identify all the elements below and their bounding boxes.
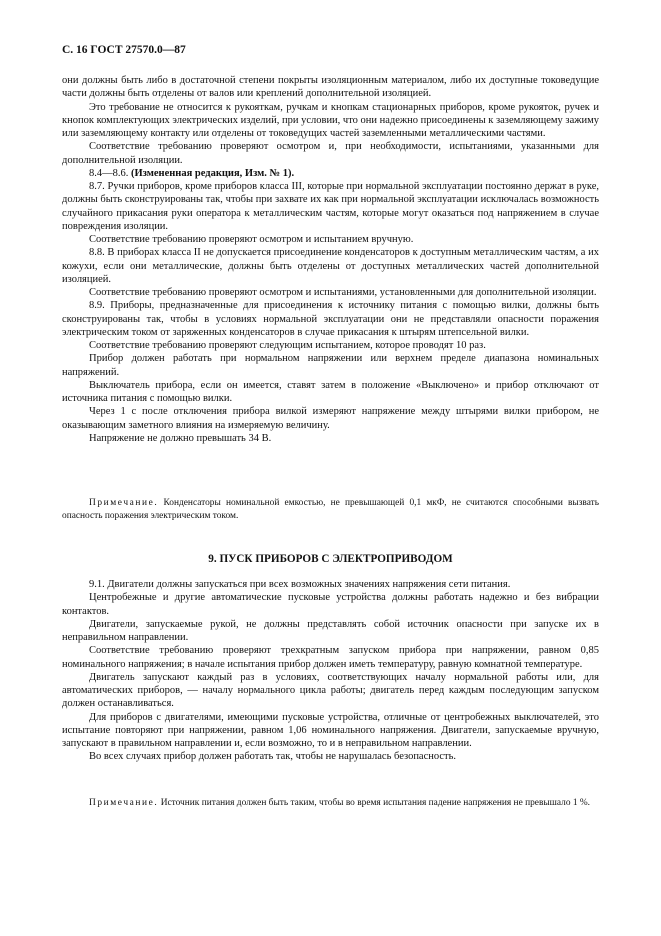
note-text: Источник питания должен быть таким, чтобы во время испытания падение напряжения не превышало 1 %. — [160, 798, 591, 808]
paragraph: Соответствие требованию проверяют трехкратным запуском прибора при напряжении, равном 0,85 номинального напряжения; в начале испытания прибор должен иметь температуру, равную комнатной температуре. — [62, 645, 599, 670]
paragraph: Для приборов с двигателями, имеющими пусковые устройства, отличные от центробежных выключателей, это испытание повторяют при напряжении, равном 1,06 номинального напряжения. Двигатели, запускаемые вручную, запускают в правильном направлении и, если возможно, то и в неправильном направлении. — [62, 711, 599, 749]
paragraph: Соответствие требованию проверяют следующим испытанием, которое проводят 10 раз. — [89, 340, 486, 351]
text-block-2 — [62, 578, 599, 764]
paragraph: они должны быть либо в достаточной степени покрыты изоляционным материалом, либо их доступные токоведущие части должны быть отделены от валов или креплений дополнительной изоляцией. — [62, 75, 599, 100]
paragraph-9-1: 9.1. Двигатели должны запускаться при всех возможных значениях напряжения сети питания. — [89, 579, 511, 590]
note-2 — [62, 797, 599, 810]
paragraph: Соответствие требованию проверяют осмотром и испытаниями, установленными для дополнительной изоляции. — [89, 287, 597, 298]
note-text: Конденсаторы номинальной емкостью, не превышающей 0,1 мкФ, не считаются способными вызвать опасность поражения электрическим током. — [62, 498, 600, 522]
text-block-1 — [62, 74, 599, 445]
paragraph: Двигатель запускают каждый раз в условиях, соответствующих началу нормальной работы или, для автоматических приборов, — началу нормального цикла работы; двигатель перед каждым последующим запуском должен останавливаться. — [62, 671, 599, 710]
paragraph: Это требование не относится к рукояткам, ручкам и кнопкам стационарных приборов, кроме рукояток, ручек и кнопок комплектующих электрических изделий, при условии, что они надежно присоединены к заземляющему зажиму или заземляющему контакту или отделены от токоведущих частей заземленными металлическими частями. — [62, 101, 600, 139]
amendment-note: (Измененная редакция, Изм. № 1). — [131, 167, 295, 179]
paragraph: Соответствие требованию проверяют осмотром и испытанием вручную. — [89, 234, 414, 245]
paragraph-8-7: 8.7. Ручки приборов, кроме приборов класса III, которые при нормальной эксплуатации постоянно держат в руке, должны быть сконструированы так, чтобы при захвате их как при нормальной эксплуатации исключалась возможность случайного прикасания руки оператора к металлическим частям, которые могут оказаться под напряжением в случае повреждения изоляции. — [62, 181, 599, 232]
clause-number: 8.4—8.6. — [89, 167, 129, 179]
note-label: Примечание. — [89, 798, 159, 808]
paragraph: Прибор должен работать при нормальном напряжении или верхнем пределе диапазона номинальных напряжений. — [62, 353, 599, 378]
paragraph: Центробежные и другие автоматические пусковые устройства должны работать надежно и без вибрации контактов. — [62, 592, 599, 617]
paragraph: Двигатели, запускаемые рукой, не должны представлять собой источник опасности при запуске их в неправильном направлении. — [62, 618, 599, 643]
paragraph: Во всех случаях прибор должен работать так, чтобы не нарушалась безопасность. — [89, 751, 457, 763]
paragraph: Соответствие требованию проверяют осмотром и, при необходимости, испытаниями, указанными для дополнительной изоляции. — [62, 141, 599, 166]
section-heading: 9. ПУСК ПРИБОРОВ С ЭЛЕКТРОПРИВОДОМ — [208, 553, 453, 565]
page-header: С. 16 ГОСТ 27570.0—87 — [62, 44, 186, 56]
paragraph-8-4-8-6 — [62, 167, 599, 180]
paragraph: Напряжение не должно превышать 34 В. — [89, 432, 272, 444]
paragraph: Выключатель прибора, если он имеется, ставят затем в положение «Выключено» и прибор отключают от источника питания с помощью вилки. — [62, 379, 599, 404]
paragraph-8-8: 8.8. В приборах класса II не допускается присоединение конденсаторов к доступным металлическим частям, а их кожухи, если они металлические, должны быть отделены от доступных металлических частей дополнительной изоляцией. — [62, 247, 599, 285]
note-label: Примечание. — [89, 498, 159, 508]
note-1 — [62, 497, 599, 524]
paragraph: Через 1 с после отключения прибора вилкой измеряют напряжение между штырями вилки прибором, не оказывающим заметного влияния на измеряемую величину. — [62, 406, 599, 431]
paragraph-8-9: 8.9. Приборы, предназначенные для присоединения к источнику питания с помощью вилки, должны быть сконструированы так, чтобы в условиях нормальной эксплуатации они не представляли опасности поражения электрическим током от заряженных конденсаторов в случае прикасания к штырям штепсельной вилки. — [62, 300, 599, 338]
